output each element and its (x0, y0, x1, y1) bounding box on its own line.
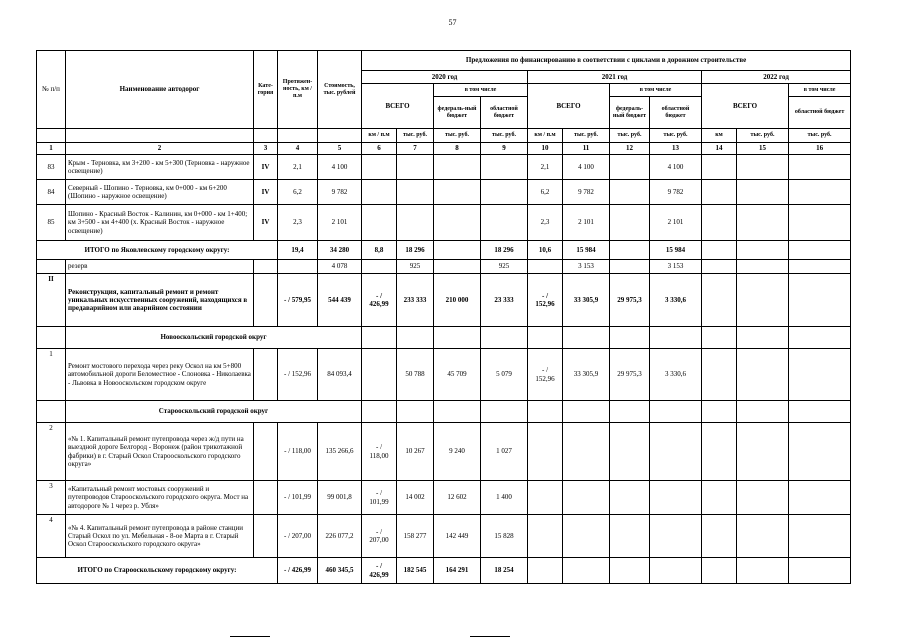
header-category: Кате-гория (254, 51, 278, 129)
value-2021-regional: 9 782 (650, 180, 702, 205)
value-2021-total: 2 101 (563, 205, 610, 241)
value-2021-km: 6,2 (528, 180, 563, 205)
road-category: IV (254, 180, 278, 205)
header-2022-regional: областной бюджет (789, 97, 851, 129)
row-no: 2 (37, 423, 66, 481)
col-number: 15 (737, 143, 789, 155)
row-no: 83 (37, 155, 66, 180)
road-name: Ремонт мостового перехода через реку Оскол на км 5+800 автомобильной дороги Беломестное - Слоновка - Николаевка - Львовка в Новооскольском городском округе (66, 349, 254, 401)
table-row (37, 205, 851, 241)
road-name: Северный - Шопино - Терновка, км 0+000 - км 6+200 (Шопино - наружное освещение) (66, 180, 254, 205)
header-2022-total: ВСЕГО (702, 84, 789, 129)
unit-thous: тыс. руб. (434, 129, 481, 143)
col-number: 6 (362, 143, 397, 155)
col-number: 7 (397, 143, 434, 155)
header-2021-including: в том числе (610, 84, 702, 97)
header-2020-including: в том числе (434, 84, 528, 97)
total-row: ИТОГО по Старооскольскому городскому округу: - / 426,99 460 345,5 - / 426,99 182 545 164 291 18 254 (37, 558, 851, 584)
value-2021-total: 9 782 (563, 180, 610, 205)
unit-thous: тыс. руб. (397, 129, 434, 143)
unit-thous: тыс. руб. (610, 129, 650, 143)
value-2021-regional: 4 100 (650, 155, 702, 180)
district-title: Старооскольский городской округ (66, 401, 362, 423)
header-2021-federal: федераль-ный бюджет (610, 97, 650, 129)
table-row: 4 «№ 4. Капитальный ремонт путепровода в районе станции Старый Оскол по ул. Мебельная - 8-ое Марта в г. Старый Оскол Старооскольского городского округа» - / 207,00 226 077,2 - / 207,00 158 277 142 449 15 828 (37, 515, 851, 558)
col-number: 13 (650, 143, 702, 155)
unit-thous: тыс. руб. (737, 129, 789, 143)
road-cost: 9 782 (318, 180, 362, 205)
header-year-2020: 2020 год (362, 71, 528, 84)
value-2021-total: 4 100 (563, 155, 610, 180)
reserve-label: резерв (66, 260, 254, 274)
total-label: ИТОГО по Яковлевскому городскому округу: (37, 241, 278, 260)
col-number: 12 (610, 143, 650, 155)
value-2021-regional: 2 101 (650, 205, 702, 241)
header-year-2021: 2021 год (528, 71, 702, 84)
table-row (37, 180, 851, 205)
section-row: II Реконструкция, капитальный ремонт и ремонт уникальных искусственных сооружений, находящихся в предаварийном или аварийном состоянии - / 579,95 544 439 - / 426,99 233 333 210 000 23 333 - / 152,96 33 305,9 29 975,3 3 330,6 (37, 274, 851, 327)
road-name: «№ 4. Капитальный ремонт путепровода в районе станции Старый Оскол по ул. Мебельная - 8-ое Марта в г. Старый Оскол Старооскольского городского округа» (66, 515, 254, 558)
col-number: 5 (318, 143, 362, 155)
district-header-row (37, 401, 851, 423)
col-number: 11 (563, 143, 610, 155)
unit-km-pm: км / п.м (528, 129, 563, 143)
header-length: Протяжен-ность, км / п.м (278, 51, 318, 129)
unit-thous: тыс. руб. (789, 129, 851, 143)
table-row: 2 «№ 1. Капитальный ремонт путепровода через ж/д пути на выездной дороге Белгород - Воронеж (район трикотажной фабрики) в г. Старый Оскол Старооскольского городского округа» - / 118,00 135 266,6 - / 118,00 10 267 9 240 1 027 (37, 423, 851, 481)
col-number: 16 (789, 143, 851, 155)
row-no: 85 (37, 205, 66, 241)
col-number: 14 (702, 143, 737, 155)
district-title: Новооскольский городской округ (66, 327, 362, 349)
table-row: 1 Ремонт мостового перехода через реку Оскол на км 5+800 автомобильной дороги Беломестное - Слоновка - Николаевка - Львовка в Новооскольском городском округе - / 152,96 84 093,4 50 788 45 709 5 079 - / 152,96 33 305,9 29 975,3 3 330,6 (37, 349, 851, 401)
unit-thous: тыс. руб. (650, 129, 702, 143)
road-length: 6,2 (278, 180, 318, 205)
reserve-row: резерв 4 078 925 925 3 153 3 153 (37, 260, 851, 274)
road-name: «Капитальный ремонт мостовых сооружений и путепроводов Старооскольского городского округа. Мост на автодороге № 1 через р. Убля» (66, 481, 254, 515)
col-number: 10 (528, 143, 563, 155)
page-number: 57 (448, 18, 457, 27)
financing-table (36, 50, 851, 584)
row-no: 3 (37, 481, 66, 515)
road-cost: 4 100 (318, 155, 362, 180)
col-number: 2 (66, 143, 254, 155)
header-2020-federal: федераль-ный бюджет (434, 97, 481, 129)
row-no: 84 (37, 180, 66, 205)
road-category: IV (254, 155, 278, 180)
table-row (37, 155, 851, 180)
section-no: II (37, 274, 66, 327)
header-2022-including: в том числе (789, 84, 851, 97)
total-label: ИТОГО по Старооскольскому городскому округу: (37, 558, 278, 584)
scan-line (230, 636, 270, 637)
header-2020-regional: областной бюджет (481, 97, 528, 129)
road-length: 2,1 (278, 155, 318, 180)
road-name: Крым - Терновка, км 3+200 - км 5+300 (Терновка - наружное освещение) (66, 155, 254, 180)
header-cost: Стоимость, тыс. рублей (318, 51, 362, 129)
col-number: 1 (37, 143, 66, 155)
value-2021-km: 2,3 (528, 205, 563, 241)
value-2021-km: 2,1 (528, 155, 563, 180)
header-2021-total: ВСЕГО (528, 84, 610, 129)
col-number: 8 (434, 143, 481, 155)
row-no: 1 (37, 349, 66, 401)
header-no: № п/п (37, 51, 66, 129)
header-2021-regional: областной бюджет (650, 97, 702, 129)
road-length: 2,3 (278, 205, 318, 241)
unit-km-pm: км / п.м (362, 129, 397, 143)
unit-thous: тыс. руб. (481, 129, 528, 143)
col-number: 9 (481, 143, 528, 155)
col-number: 4 (278, 143, 318, 155)
table-row: 3 «Капитальный ремонт мостовых сооружений и путепроводов Старооскольского городского округа. Мост на автодороге № 1 через р. Убля» - / 101,99 99 001,8 - / 101,99 14 002 12 602 1 400 (37, 481, 851, 515)
header-proposals: Предложения по финансированию в соответствии с циклами в дорожном строительстве (362, 51, 851, 71)
road-name: «№ 1. Капитальный ремонт путепровода через ж/д пути на выездной дороге Белгород - Воронеж (район трикотажной фабрики) в г. Старый Оскол Старооскольского городского округа» (66, 423, 254, 481)
header-2020-total: ВСЕГО (362, 84, 434, 129)
header-name: Наименование автодорог (66, 51, 254, 129)
total-row: ИТОГО по Яковлевскому городскому округу: 19,4 34 280 8,8 18 296 18 296 10,6 15 984 15 984 (37, 241, 851, 260)
header-year-2022: 2022 год (702, 71, 851, 84)
unit-km: км (702, 129, 737, 143)
scan-line (470, 636, 510, 637)
unit-thous: тыс. руб. (563, 129, 610, 143)
col-number: 3 (254, 143, 278, 155)
section-name: Реконструкция, капитальный ремонт и ремонт уникальных искусственных сооружений, находящихся в предаварийном или аварийном состоянии (66, 274, 254, 327)
road-name: Шопино - Красный Восток - Калинин, км 0+000 - км 1+400; км 3+500 - км 4+400 (х. Красный Восток - наружное освещение) (66, 205, 254, 241)
road-category: IV (254, 205, 278, 241)
row-no: 4 (37, 515, 66, 558)
district-header-row (37, 327, 851, 349)
road-cost: 2 101 (318, 205, 362, 241)
